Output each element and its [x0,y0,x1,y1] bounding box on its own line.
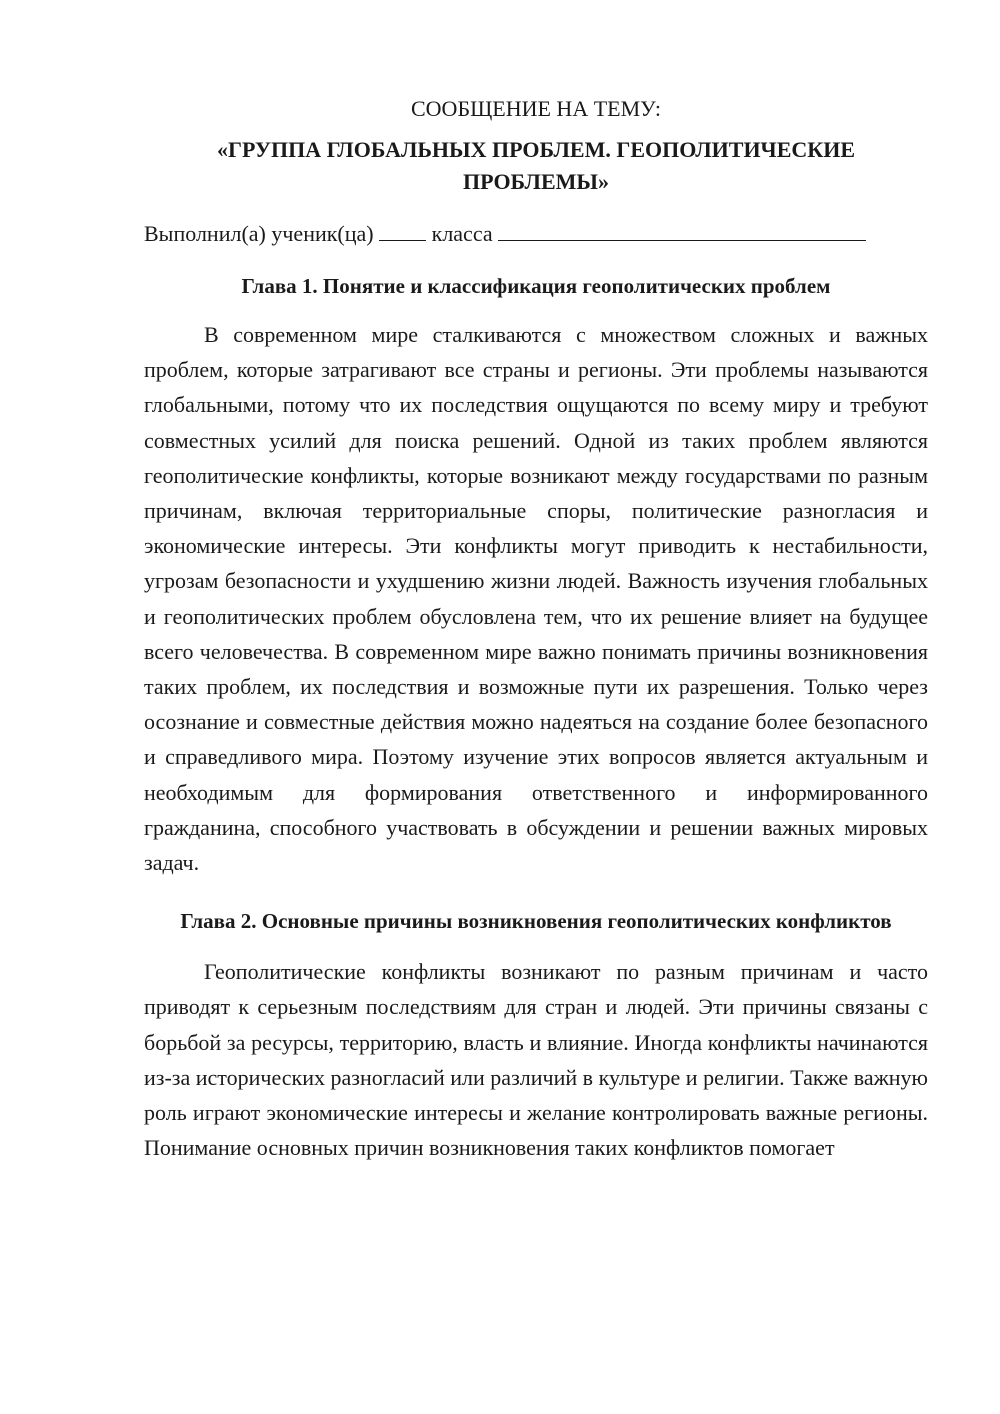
document-title-line-1: «ГРУППА ГЛОБАЛЬНЫХ ПРОБЛЕМ. ГЕОПОЛИТИЧЕСКИЕ [216,137,856,162]
student-name-blank [498,218,866,241]
class-label: класса [431,221,493,246]
document-title [144,134,928,198]
chapter-2-heading: Глава 2. Основные причины возникновения геополитических конфликтов [180,909,892,934]
chapter-1-heading: Глава 1. Понятие и классификация геополитических проблем [241,274,831,298]
document-subject: СООБЩЕНИЕ НА ТЕМУ: [411,96,661,121]
class-number-blank [379,218,426,241]
document-page [144,96,928,1165]
author-label: Выполнил(а) ученик(ца) [144,221,374,246]
chapter-2-paragraph: Геополитические конфликты возникают по разным причинам и часто приводят к серьезным последствиям для стран и людей. Эти причины связаны с борьбой за ресурсы, территорию, власть и влияние. Иногда конфликты начинаются из-за исторических разногласий или различий в культуре и религии. Также важную роль играют экономические интересы и желание контролировать важные регионы. Понимание основных причин возникновения таких конфликтов помогает [144,959,928,1161]
chapter-1-paragraph: В современном мире сталкиваются с множеством сложных и важных проблем, которые затрагивают все страны и регионы. Эти проблемы называются глобальными, потому что их последствия ощущаются по всему миру и требуют совместных усилий для поиска решений. Одной из таких проблем являются геополитические конфликты, которые возникают между государствами по разным причинам, включая территориальные споры, политические разногласия и экономические интересы. Эти конфликты могут приводить к нестабильности, угрозам безопасности и ухудшению жизни людей. Важность изучения глобальных и геополитических проблем обусловлена тем, что их решение влияет на будущее всего человечества. В современном мире важно понимать причины возникновения таких проблем, их последствия и возможные пути их разрешения. Только через осознание и совместные действия можно надеяться на создание более безопасного и справедливого мира. Поэтому изучение этих вопросов является актуальным и необходимым для формирования ответственного и информированного гражданина, способного участвовать в обсуждении и решении важных мировых задач. [144,322,928,876]
author-line [144,218,928,249]
document-title-line-2: ПРОБЛЕМЫ» [463,169,609,194]
